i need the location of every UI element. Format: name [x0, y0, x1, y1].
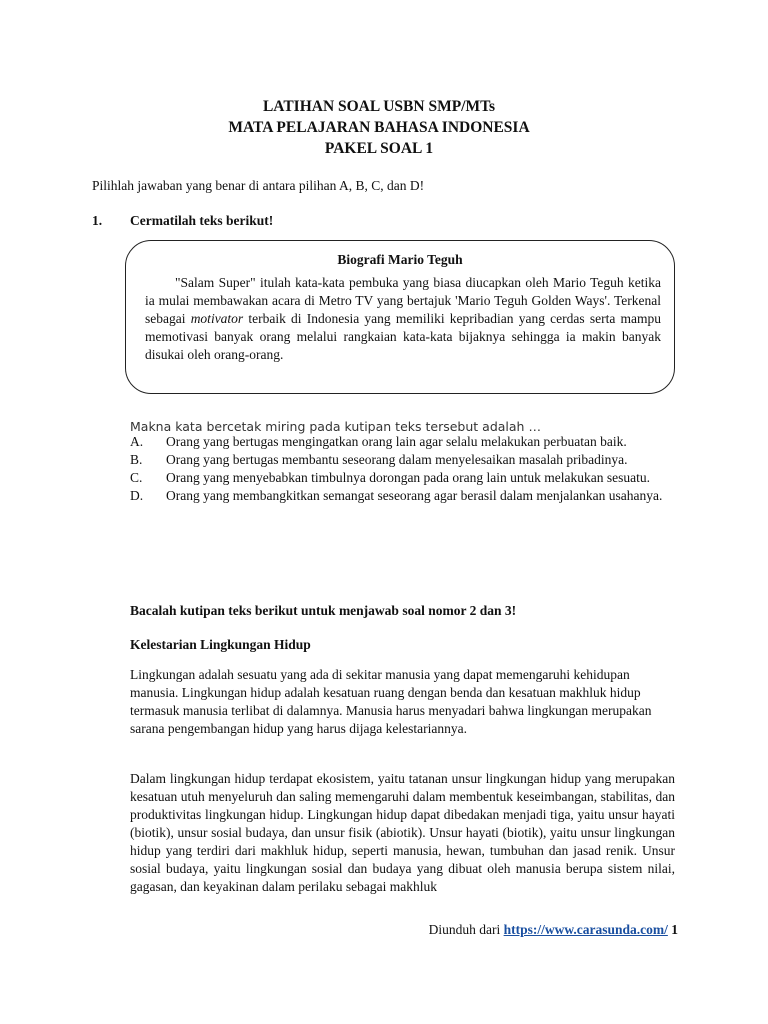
passage-instruction: Bacalah kutipan teks berikut untuk menjawab soal nomor 2 dan 3! — [130, 603, 517, 618]
general-instruction: Pilihlah jawaban yang benar di antara pilihan A, B, C, dan D! — [92, 178, 425, 193]
passage-paragraph-1: Lingkungan adalah sesuatu yang ada di sekitar manusia yang dapat memengaruhi kehidupan manusia. Lingkungan hidup adalah kesatuan ruang dengan benda dan kesatuan makhluk hidup termasuk manusia terlibat di dalamnya. Manusia harus menyadari bahwa lingkungan merupakan sarana pengembangan hidup yang harus dijaga kelestariannya. — [130, 667, 652, 736]
option-letter: D. — [130, 488, 144, 503]
header-line-2: MATA PELAJARAN BAHASA INDONESIA — [228, 119, 530, 136]
option-d[interactable] — [130, 487, 675, 505]
text-box-body — [145, 274, 661, 364]
option-letter: A. — [130, 434, 144, 449]
option-letter: C. — [130, 470, 143, 485]
passage-title: Kelestarian Lingkungan Hidup — [130, 637, 311, 652]
page-number: 1 — [671, 922, 678, 937]
passage-paragraph-2: Dalam lingkungan hidup terdapat ekosistem, yaitu tatanan unsur lingkungan hidup yang merupakan kesatuan utuh menyeluruh dan saling memengaruhi dalam membentuk keseimbangan, stabilitas, dan produktivitas lingkungan hidup. Lingkungan hidup dapat dibedakan menjadi tiga, yaitu unsur hayati (biotik), unsur sosial budaya, dan unsur fisik (abiotik). Unsur hayati (biotik), yaitu unsur lingkungan hidup yang terdiri dari makhluk hidup, seperti manusia, hewan, tumbuhan dan jasad renik. Unsur sosial budaya, yaitu lingkungan sosial dan budaya yang dibuat oleh manusia berupa sistem nilai, gagasan, dan keyakinan dalam perilaku sebagai makhluk — [130, 771, 675, 894]
option-text: Orang yang bertugas membantu seseorang dalam menyelesaikan masalah pribadinya. — [166, 452, 628, 467]
text-box-title: Biografi Mario Teguh — [337, 252, 463, 267]
option-c[interactable] — [130, 469, 675, 487]
footer-link[interactable]: https://www.carasunda.com/ — [503, 922, 668, 937]
option-b[interactable] — [130, 451, 675, 469]
text-box-body-start: "Salam Super" itulah kata-kata pembuka yang biasa diucapkan oleh Mario Teguh ketika ia mulai membawakan acara di Metro TV yang bertajuk 'Mario Teguh Golden Ways'. Terkenal sebagai — [145, 275, 661, 326]
question-heading: Cermatilah teks berikut! — [130, 213, 274, 228]
option-text: Orang yang bertugas mengingatkan orang lain agar selalu melakukan perbuatan baik. — [166, 434, 627, 449]
option-a[interactable] — [130, 433, 675, 451]
footer-prefix: Diunduh dari — [428, 922, 504, 937]
header-line-1: LATIHAN SOAL USBN SMP/MTs — [262, 98, 496, 115]
answer-options — [130, 433, 675, 505]
question-prompt: Makna kata bercetak miring pada kutipan teks tersebut adalah … — [130, 419, 541, 434]
page-footer — [429, 921, 678, 939]
italic-word: motivator — [190, 311, 244, 326]
option-text: Orang yang menyebabkan timbulnya dorongan pada orang lain untuk melakukan sesuatu. — [166, 470, 650, 485]
option-text: Orang yang membangkitkan semangat seseorang agar berasil dalam menjalankan usahanya. — [166, 488, 663, 503]
document-header — [0, 96, 768, 159]
header-line-3: PAKEL SOAL 1 — [324, 140, 434, 157]
question-number: 1. — [92, 213, 103, 228]
option-letter: B. — [130, 452, 143, 467]
text-box-body-end: terbaik di Indonesia yang memiliki kepribadian yang cerdas serta mampu memotivasi banyak orang melalui rangkaian kata-kata bijaknya sehingga ia makin banyak disukai oleh orang-orang. — [145, 311, 662, 362]
